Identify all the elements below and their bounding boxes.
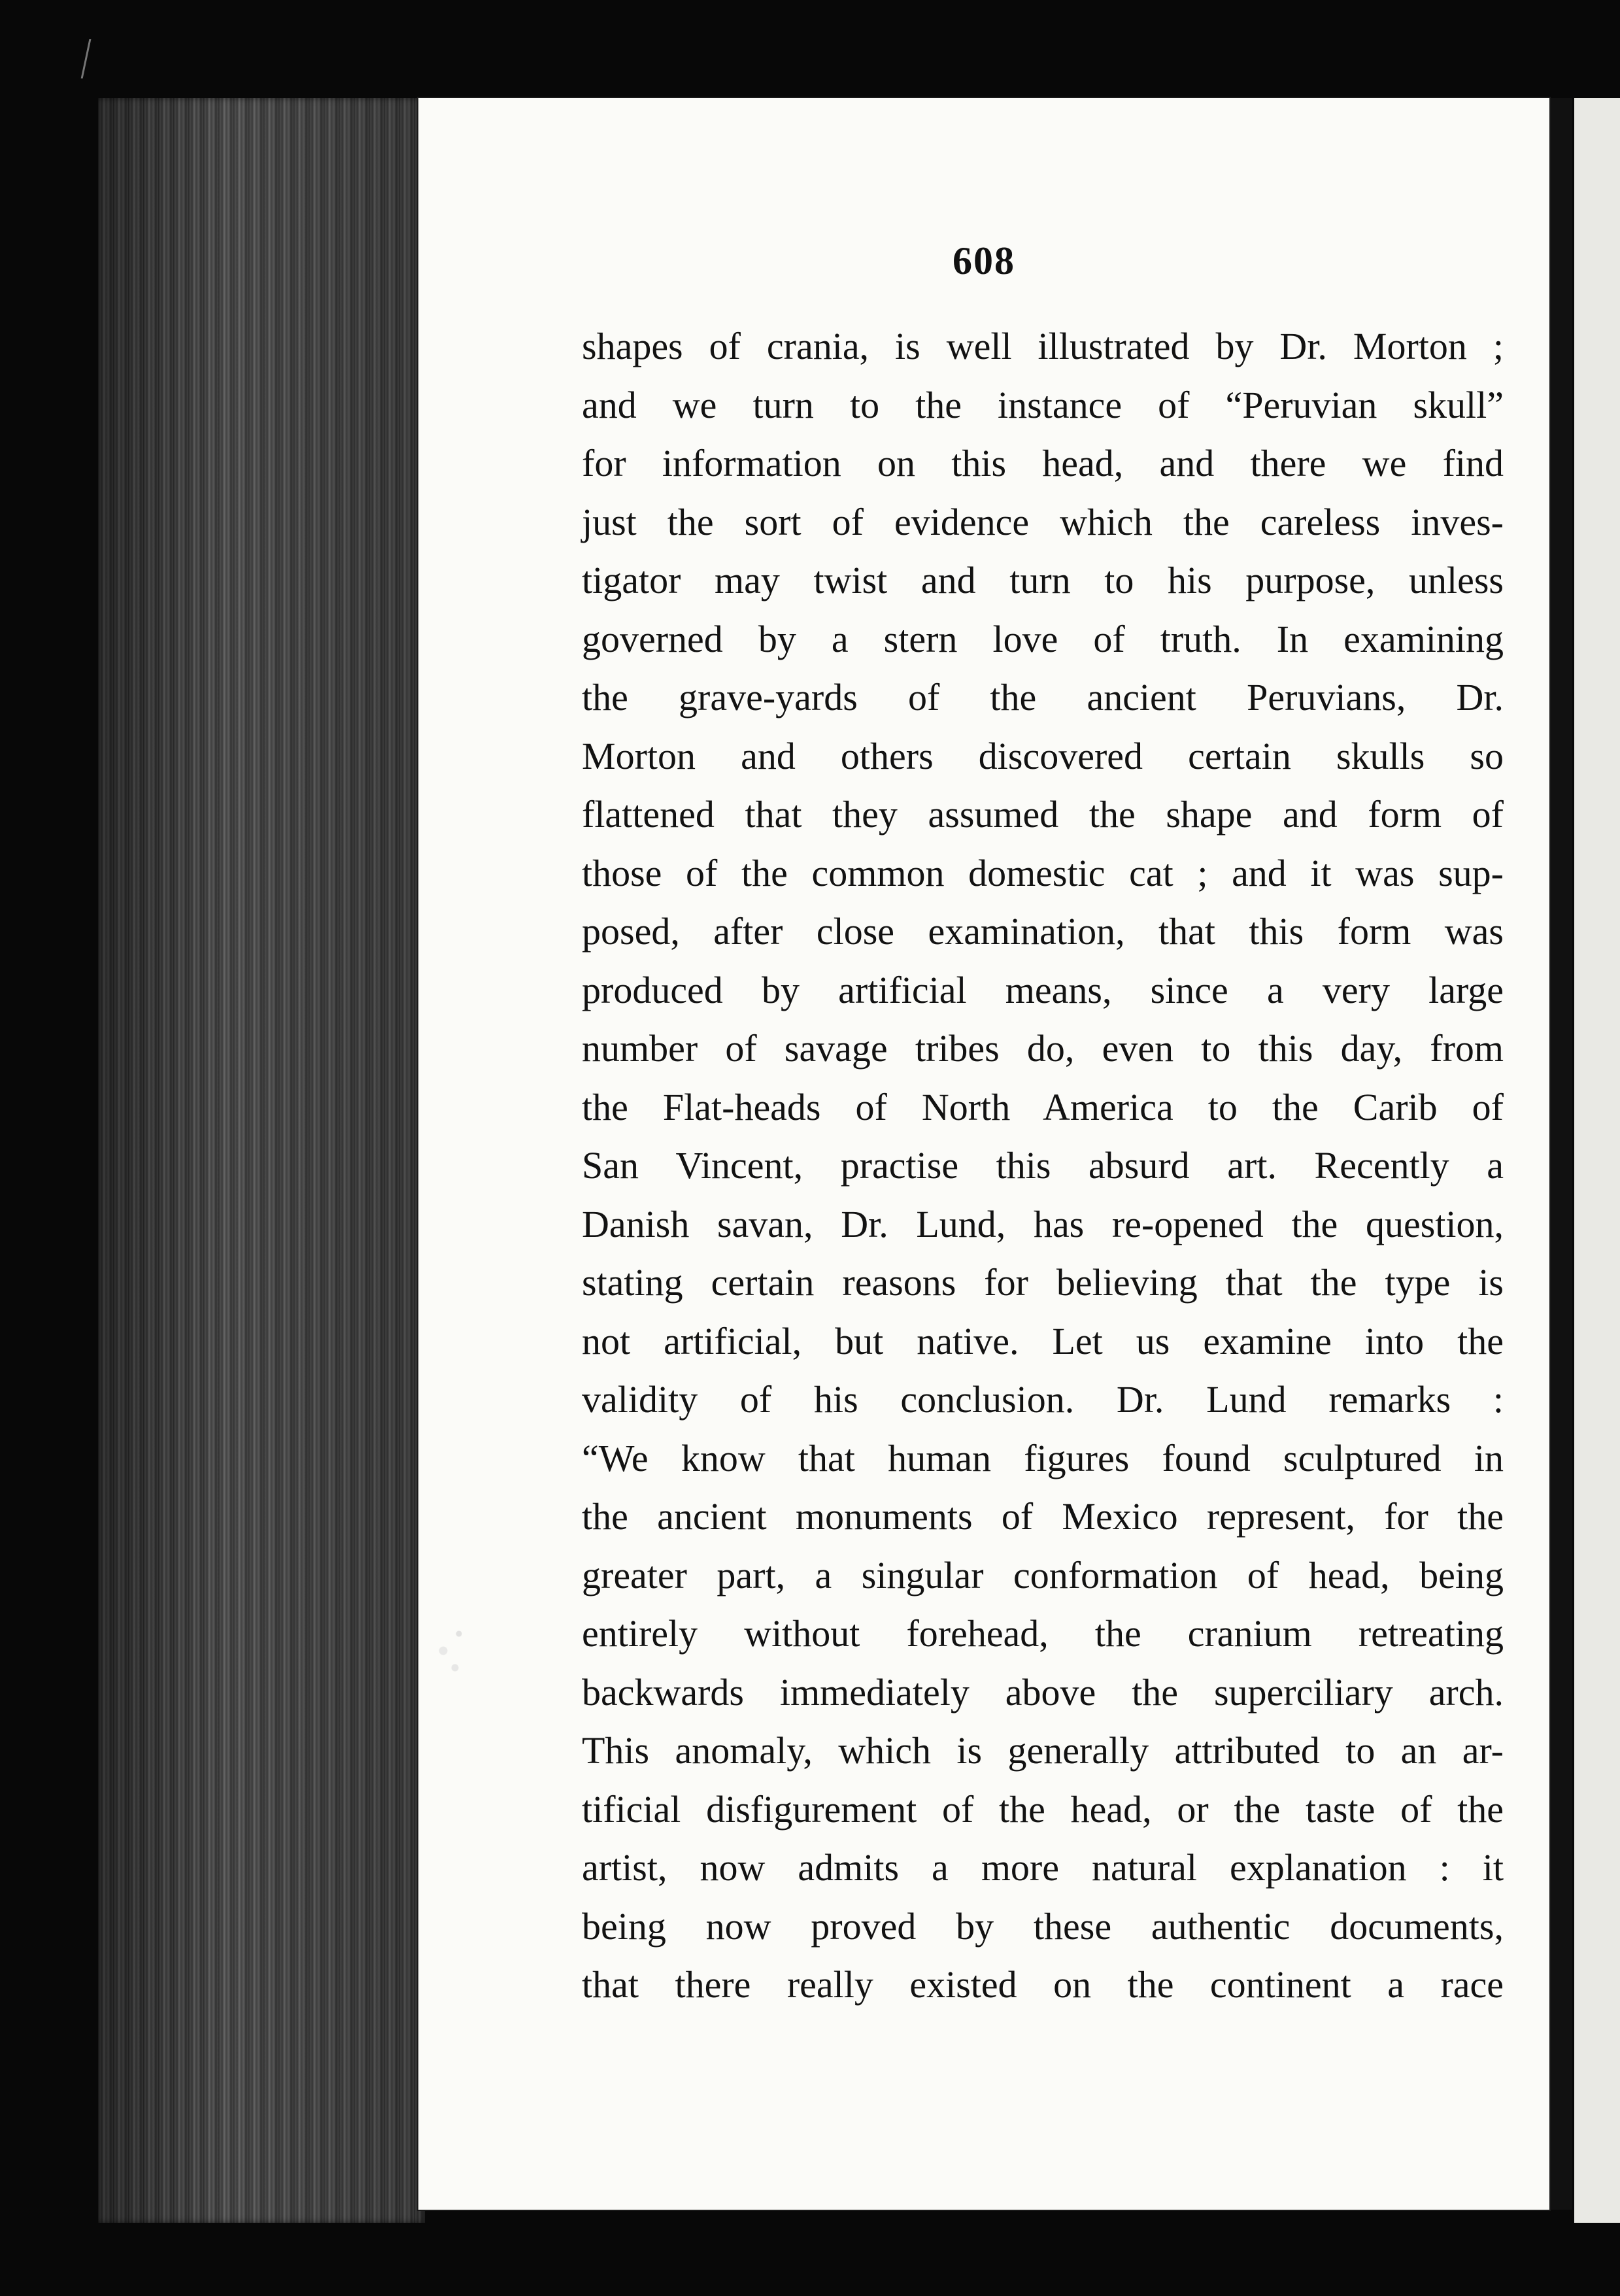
- text-line: entirely without forehead, the cranium retreating: [582, 1612, 1504, 1655]
- text-line: Danish savan, Dr. Lund, has re-opened the question,: [582, 1202, 1504, 1245]
- text-line: the ancient monuments of Mexico represent, for the: [582, 1495, 1504, 1538]
- text-line: governed by a stern love of truth. In examining: [582, 617, 1504, 660]
- text-line: just the sort of evidence which the careless inves-: [582, 500, 1504, 543]
- scan-artifact: [412, 1608, 490, 1693]
- text-line: tigator may twist and turn to his purpose, unless: [582, 559, 1504, 601]
- next-page-edge: [1574, 98, 1620, 2223]
- text-line: greater part, a singular conformation of head, being: [582, 1553, 1504, 1596]
- text-line: shapes of crania, is well illustrated by Dr. Morton ;: [582, 325, 1504, 367]
- text-line: the grave-yards of the ancient Peruvians, Dr.: [582, 676, 1504, 718]
- text-line: not artificial, but native. Let us examine into the: [582, 1319, 1504, 1362]
- text-line: “We know that human figures found sculptured in: [582, 1436, 1504, 1479]
- text-line: produced by artificial means, since a very large: [582, 968, 1504, 1011]
- text-line: posed, after close examination, that this form was: [582, 910, 1504, 953]
- text-line: artist, now admits a more natural explanation : it: [582, 1846, 1504, 1889]
- gutter-shadow: [1549, 98, 1572, 2210]
- page-number: 608: [953, 239, 1015, 282]
- text-line: stating certain reasons for believing that the type is: [582, 1261, 1504, 1304]
- text-line: for information on this head, and there we find: [582, 442, 1504, 484]
- text-line: Morton and others discovered certain skulls so: [582, 734, 1504, 777]
- text-line: being now proved by these authentic documents,: [582, 1904, 1504, 1948]
- book-page-edges: [98, 98, 425, 2223]
- text-line: that there really existed on the continent a race: [582, 1963, 1504, 2006]
- text-line: those of the common domestic cat ; and it was sup-: [582, 851, 1504, 894]
- text-line: This anomaly, which is generally attributed to an ar-: [582, 1729, 1504, 1772]
- text-line: validity of his conclusion. Dr. Lund remarks :: [582, 1378, 1504, 1421]
- book-page: [418, 98, 1549, 2210]
- text-line: and we turn to the instance of “Peruvian skull”: [582, 383, 1504, 426]
- text-line: flattened that they assumed the shape and form of: [582, 793, 1504, 836]
- text-line: San Vincent, practise this absurd art. Recently a: [582, 1144, 1504, 1187]
- text-line: number of savage tribes do, even to this day, from: [582, 1027, 1504, 1070]
- text-line: tificial disfigurement of the head, or the taste of the: [582, 1787, 1504, 1831]
- text-line: the Flat-heads of North America to the Carib of: [582, 1085, 1504, 1128]
- body-text: [582, 317, 1504, 2014]
- text-line: backwards immediately above the superciliary arch.: [582, 1670, 1504, 1714]
